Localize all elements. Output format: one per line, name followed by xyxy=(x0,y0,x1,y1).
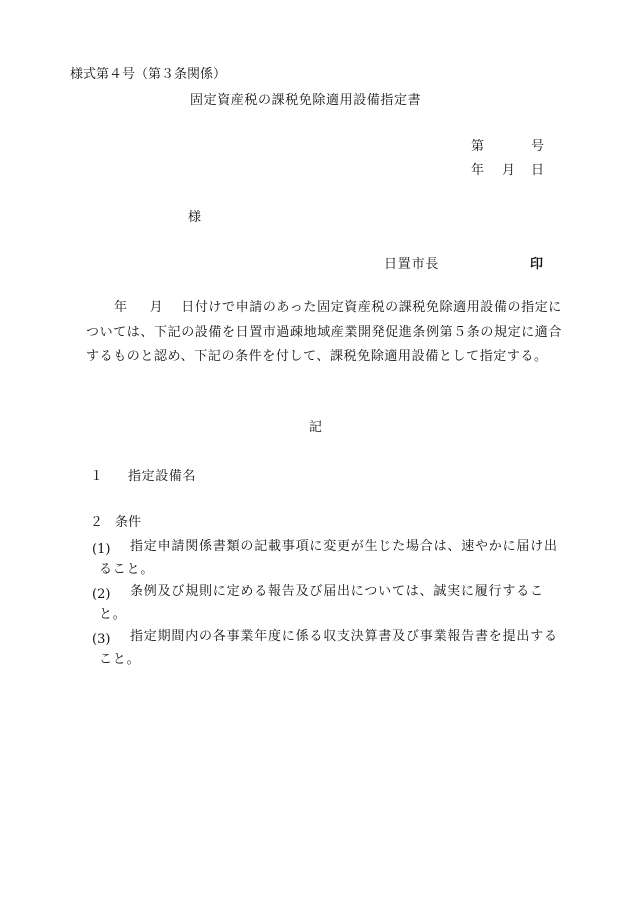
condition-1-number: (1) xyxy=(92,542,111,557)
date-year: 年 xyxy=(471,163,485,178)
condition-2-number: (2) xyxy=(92,587,111,602)
condition-3-text: 指定期間内の各事業年度に係る収支決算書及び事業報告書を提出すること。 xyxy=(99,629,558,667)
seal-mark: 印 xyxy=(530,257,544,272)
number-dai: 第 xyxy=(471,139,485,154)
date-month: 月 xyxy=(502,163,516,178)
body-paragraph xyxy=(86,296,564,370)
addressee-suffix: 様 xyxy=(188,210,202,225)
section-1-label: 指定設備名 xyxy=(128,469,197,484)
issuer-name: 日置市長 xyxy=(384,257,440,272)
ki-marker: 記 xyxy=(309,420,323,435)
section-2-label: 条件 xyxy=(115,515,142,530)
condition-1-text: 指定申請関係書類の記載事項に変更が生じた場合は、速やかに届け出ること。 xyxy=(99,539,558,577)
body-month: 月 xyxy=(149,300,164,315)
form-label: 様式第４号（第３条関係） xyxy=(70,67,227,82)
condition-3-number: (3) xyxy=(92,632,111,647)
section-1-number: １ xyxy=(90,469,104,484)
number-go: 号 xyxy=(531,139,545,154)
condition-2-text: 条例及び規則に定める報告及び届出については、誠実に履行すること。 xyxy=(99,584,544,622)
document-title: 固定資産税の課税免除適用設備指定書 xyxy=(190,93,422,108)
body-year: 年 xyxy=(114,300,128,315)
section-2-number: ２ xyxy=(90,515,104,530)
body-text: 日付けで申請のあった固定資産税の課税免除適用設備の指定については、下記の設備を日置市過疎地域産業開発促進条例第５条の規定に適合するものと認め、下記の条件を付して、課税免除適用設備として指定する。 xyxy=(86,300,563,364)
date-day: 日 xyxy=(531,163,545,178)
